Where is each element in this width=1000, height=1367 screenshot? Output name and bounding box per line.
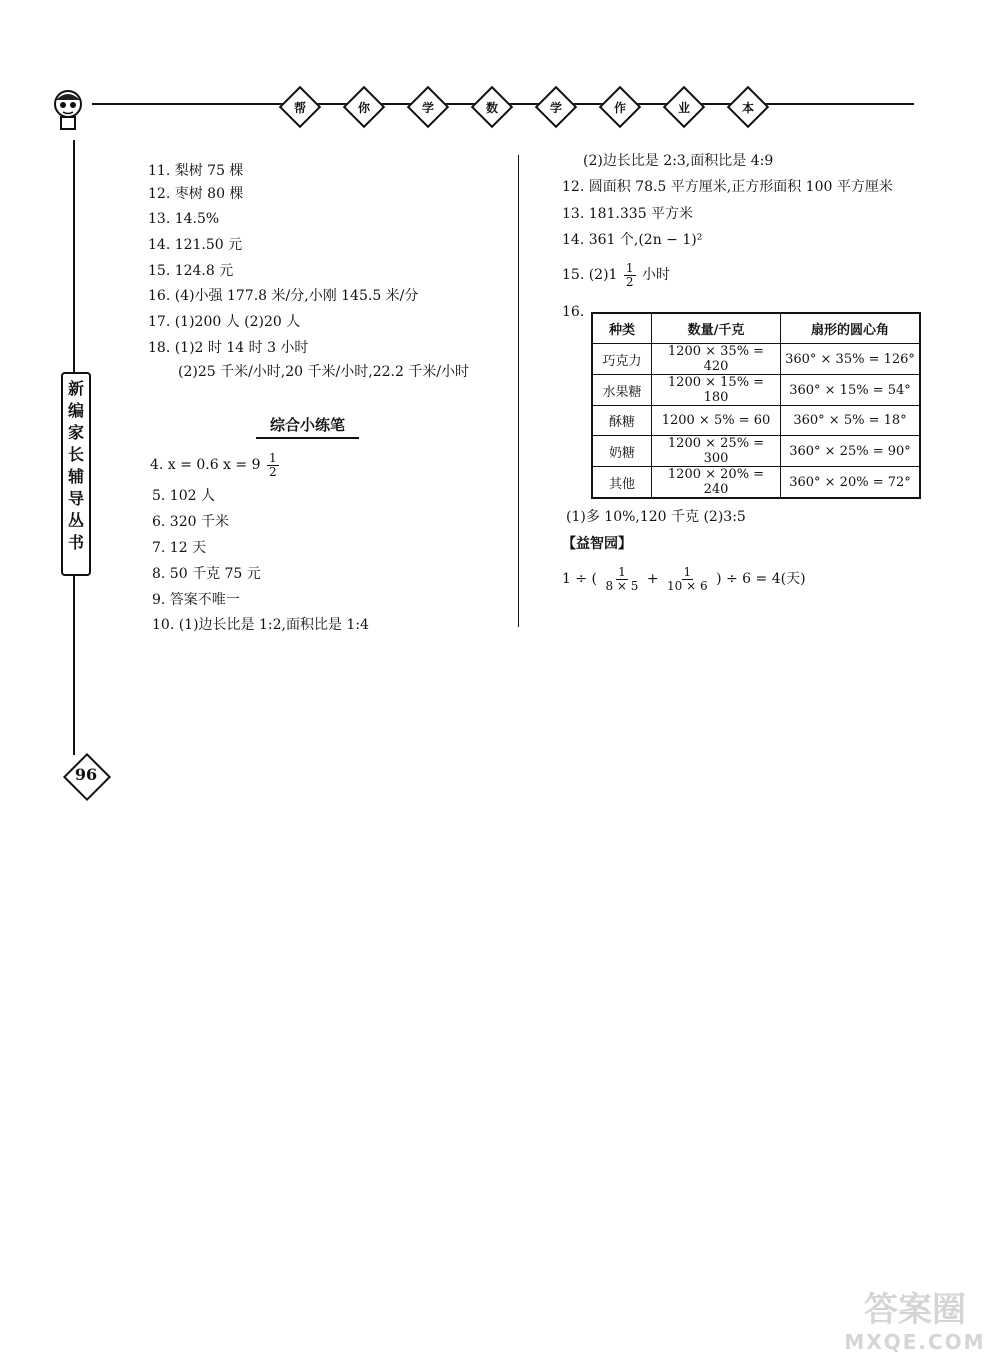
fraction: [267, 452, 279, 479]
header-char-box: 学: [535, 86, 577, 128]
header-title: [285, 92, 763, 122]
fraction-numerator: 1: [268, 450, 277, 465]
formula-suffix: ) ÷ 6 = 4(天): [716, 571, 806, 587]
fraction-denominator: 8 × 5: [605, 578, 639, 593]
table-cell: 1200 × 25% = 300: [652, 436, 781, 467]
table-cell: 1200 × 5% = 60: [652, 406, 781, 436]
section-title: 综合小练笔: [256, 414, 359, 439]
answer-15: 15. 124.8 元: [148, 263, 234, 279]
header-char-box: 业: [663, 86, 705, 128]
table-cell: 奶糖: [592, 436, 652, 467]
table-header: 种类: [592, 313, 652, 344]
table-header-row: [592, 313, 920, 344]
answer-4: [150, 448, 281, 482]
watermark-text: 答案圈: [864, 1290, 966, 1330]
answer-18-1: 18. (1)2 时 14 时 3 小时: [148, 340, 309, 356]
formula-plus: +: [646, 571, 659, 587]
table-cell: 水果糖: [592, 375, 652, 406]
table-cell: 1200 × 20% = 240: [652, 467, 781, 499]
answer-6: 6. 320 千米: [152, 514, 229, 530]
fraction-numerator: 1: [618, 564, 626, 579]
table-cell: 1200 × 15% = 180: [652, 375, 781, 406]
table-row: [592, 436, 920, 467]
answer-5: 5. 102 人: [152, 488, 215, 504]
sidebar-label: 新 编 家 长 辅 导 丛 书: [61, 372, 91, 576]
answer-r14: 14. 361 个,(2n − 1)²: [562, 232, 703, 248]
column-divider: [518, 155, 519, 627]
answer-r16-label: 16.: [562, 304, 585, 320]
fraction-numerator: 1: [625, 260, 634, 275]
fraction-denominator: 10 × 6: [667, 578, 708, 593]
table-cell: 酥糖: [592, 406, 652, 436]
answer-18-2: (2)25 千米/小时,20 千米/小时,22.2 千米/小时: [178, 364, 470, 380]
table-cell: 360° × 35% = 126°: [781, 344, 921, 375]
header-char-box: 学: [407, 86, 449, 128]
table-cell: 360° × 5% = 18°: [781, 406, 921, 436]
answer-4-text: 4. x = 0.6 x = 9: [150, 457, 261, 473]
answer-12: 12. 枣树 80 棵: [148, 186, 244, 202]
answer-9: 9. 答案不唯一: [152, 592, 240, 608]
answer-13: 13. 14.5%: [148, 211, 220, 227]
fraction-denominator: 2: [268, 464, 277, 479]
fraction: [624, 262, 636, 289]
header-char-box: 你: [343, 86, 385, 128]
watermark: [840, 1290, 990, 1360]
header-char-box: 本: [727, 86, 769, 128]
table-cell: 巧克力: [592, 344, 652, 375]
table-row: [592, 375, 920, 406]
answer-r13: 13. 181.335 平方米: [562, 206, 694, 222]
table-cell: 360° × 15% = 54°: [781, 375, 921, 406]
answer-r12: 12. 圆面积 78.5 平方厘米,正方形面积 100 平方厘米: [562, 179, 893, 195]
header-char-box: 帮: [279, 86, 321, 128]
table-row: [592, 344, 920, 375]
fraction: [603, 566, 640, 593]
answer-r15: [562, 258, 670, 292]
yizhi-title: 【益智园】: [562, 536, 632, 552]
answer-11: 11. 梨树 75 棵: [148, 163, 244, 179]
table-header: 扇形的圆心角: [781, 313, 921, 344]
table-cell: 360° × 25% = 90°: [781, 436, 921, 467]
fraction-denominator: 2: [625, 274, 634, 289]
table-cell: 360° × 20% = 72°: [781, 467, 921, 499]
table-cell: 其他: [592, 467, 652, 499]
answer-11-2: (2)边长比是 2:3,面积比是 4:9: [583, 153, 774, 169]
answer-16: 16. (4)小强 177.8 米/分,小刚 145.5 米/分: [148, 288, 419, 304]
answer-r15-unit: 小时: [642, 267, 670, 283]
table-row: [592, 467, 920, 499]
header-char-box: 作: [599, 86, 641, 128]
yizhi-formula: [562, 560, 806, 598]
table-header: 数量/千克: [652, 313, 781, 344]
table-cell: 1200 × 35% = 420: [652, 344, 781, 375]
data-table: [591, 312, 921, 499]
answer-r16-result: (1)多 10%,120 千克 (2)3:5: [566, 509, 746, 525]
watermark-url: MXQE.COM: [844, 1330, 986, 1354]
answer-17: 17. (1)200 人 (2)20 人: [148, 314, 301, 330]
answer-r15-text: 15. (2)1: [562, 267, 618, 283]
answer-14: 14. 121.50 元: [148, 237, 243, 253]
fraction: [665, 566, 710, 593]
mascot-image: [48, 88, 88, 132]
answer-8: 8. 50 千克 75 元: [152, 566, 261, 582]
table-row: [592, 406, 920, 436]
answer-7: 7. 12 天: [152, 540, 207, 556]
header-char-box: 数: [471, 86, 513, 128]
page-header: [40, 82, 920, 132]
formula-prefix: 1 ÷ (: [562, 571, 597, 587]
page-number: 96: [74, 765, 98, 784]
fraction-numerator: 1: [683, 564, 692, 579]
answer-10: 10. (1)边长比是 1:2,面积比是 1:4: [152, 617, 369, 633]
